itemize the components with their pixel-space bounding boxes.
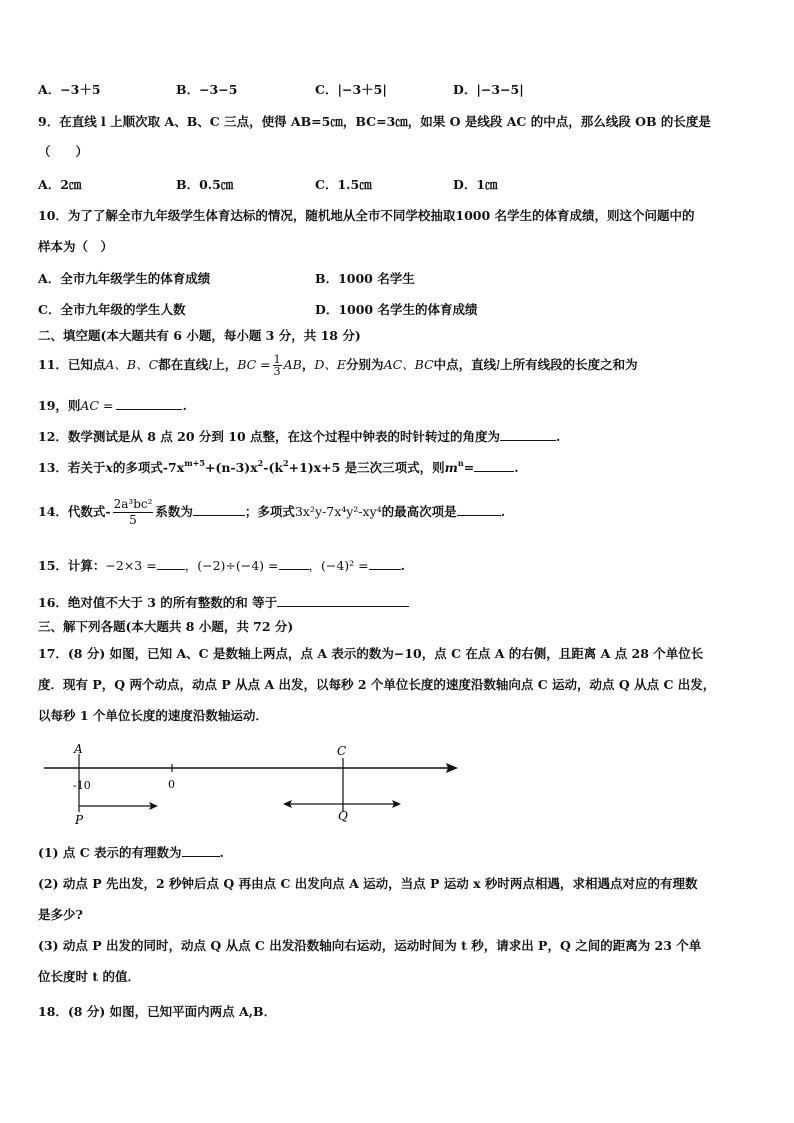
q13-text: 的多项式-7x [112,460,185,475]
q11-answer-blank[interactable] [116,397,182,410]
q14-text: 系数为 [155,504,193,519]
q13-exponent: 2 [283,458,289,468]
q11-fraction-numerator: 1 [273,353,281,366]
q14-text: 的最高次项是 [381,504,457,519]
q17-stem-line2: 度．现有 P，Q 两个动点，动点 P 从点 A 出发，以每秒 2 个单位长度的速度沿数轴向点 C 运动，动点 Q 从点 C 出发， [38,677,716,692]
q17-sub1-text: . [219,845,224,860]
tick-label-0: 0 [168,778,175,791]
q15-expression-3: ，(−4)² = [308,558,369,573]
label-p: P [75,813,84,827]
q17-sub1-answer-blank[interactable] [182,844,220,857]
q10-option-c: C．全市九年级的学生人数 [38,302,186,317]
q16-text: 16．绝对值不大于 3 的所有整数的和 等于 [38,595,278,610]
q15-text: 15．计算： [38,558,106,573]
q10-option-b: B．1000 名学生 [315,271,415,286]
q14-fraction-numerator: 2a³bc² [113,497,153,511]
q14-fraction-denominator: 5 [129,513,137,527]
q11-text: 分别为 [346,357,384,372]
q15-line [38,557,405,574]
q11-line-l: l [208,357,213,372]
q13-text: +1)x+5 是三次三项式，则 [288,460,445,475]
q14-polynomial: 3x²y-7x⁴y²-xy⁴ [294,504,382,519]
q10-option-d: D．1000 名学生的体育成绩 [315,302,478,317]
q12-line [38,428,560,445]
label-q: Q [338,809,348,823]
q11-text: 上， [212,357,238,372]
q11-ab: AB [283,357,302,372]
q13-exponent: 2 [257,458,264,468]
q8-option-d: D．|−3−5| [453,82,524,97]
q11-text: ， [301,357,315,372]
q11-text: 19，则 [38,398,81,413]
q12-answer-blank[interactable] [500,428,556,441]
q14-answer-blank-2[interactable] [457,503,501,516]
q14-answer-blank-1[interactable] [193,503,245,516]
q17-sub1-text: (1) 点 C 表示的有理数为 [38,845,182,860]
q10-stem-line1: 10．为了了解全市九年级学生体育达标的情况，随机地从全市不同学校抽取1000 名学生的体育成绩，则这个问题中的 [38,208,695,223]
q16-line [38,594,409,611]
q11-equation: BC = [237,357,271,372]
q9-option-c: C．1.5㎝ [315,177,372,192]
q15-answer-blank-1[interactable] [157,557,185,570]
q11-text: 都在直线 [158,357,209,372]
q17-sub2-line1: (2) 动点 P 先出发，2 秒钟后点 Q 再由点 C 出发向点 A 运动，当点 P 运动 x 秒时两点相遇，求相遇点对应的有理数 [38,876,698,891]
q17-stem-line3: 以每秒 1 个单位长度的速度沿数轴运动． [38,708,268,723]
q17-sub1 [38,844,224,861]
q17-sub2-line2: 是多少? [38,907,83,922]
q12-text: 12．数学测试是从 8 点 20 分到 10 点整，在这个过程中钟表的时针转过的角度为 [38,429,500,444]
q11-de: D、E [314,357,347,372]
q8-option-c: C．|−3＋5| [315,82,387,97]
q11-line2 [38,397,187,414]
q11-acbc: AC、BC [383,357,434,372]
q10-option-a: A．全市九年级学生的体育成绩 [38,271,211,286]
q16-answer-blank[interactable] [277,594,409,607]
number-line-figure [38,740,468,830]
q13-text: = [463,460,475,475]
section-3-heading: 三、解下列各题(本大题共 8 小题，共 72 分) [38,619,294,634]
q14-fraction [113,497,154,528]
q11-line1 [38,352,638,378]
section-2-heading: 二、填空题(本大题共有 6 小题，每小题 3 分，共 18 分) [38,328,361,343]
q13-answer-blank[interactable] [474,459,514,472]
q18-stem: 18．(8 分) 如图，已知平面内两点 A,B． [38,1004,277,1019]
q9-stem: 9．在直线 l 上顺次取 A、B、C 三点，使得 AB=5㎝，BC=3㎝，如果 O 是线段 AC 的中点，那么线段 OB 的长度是 [38,114,711,129]
q11-fraction [273,354,282,377]
q14-text: ；多项式 [244,504,295,519]
tick-label-neg10: -10 [73,779,91,792]
q15-text: . [400,558,405,573]
q14-text: . [500,504,506,519]
q11-fraction-denominator: 3 [273,365,281,378]
q13-line [38,459,519,476]
q13-exponent: n [457,458,464,468]
q15-answer-blank-2[interactable] [279,557,309,570]
label-a: A [74,742,83,756]
q13-text: +(n-3)x [204,460,258,475]
q8-option-a: A．−3＋5 [38,82,101,97]
q13-x: x [105,460,113,475]
q13-text: -(k [263,460,284,475]
q10-stem-line2: 样本为（ ） [38,239,114,254]
q13-text: . [514,460,519,475]
q11-ac: AC = [80,398,114,413]
q12-text: . [556,429,561,444]
q15-expression-2: ，(−2)÷(−4) = [184,558,279,573]
q13-text: 13．若关于 [38,460,106,475]
q14-line [38,494,505,530]
q11-line-l: l [496,357,501,372]
q9-answer-paren: （ ） [38,144,89,159]
q17-stem-line1: 17．(8 分) 如图，已知 A、C 是数轴上两点，点 A 表示的数为−10，点 C 在点 A 的右侧，且距离 A 点 28 个单位长 [38,646,704,661]
q11-text: . [182,398,187,413]
q9-option-b: B．0.5㎝ [176,177,234,192]
label-c: C [337,744,347,758]
q13-m: m [444,460,458,475]
q9-option-a: A．2㎝ [38,177,82,192]
q8-option-b: B．−3−5 [176,82,238,97]
q15-answer-blank-3[interactable] [369,557,401,570]
q9-option-d: D．1㎝ [453,177,498,192]
q11-text: 上所有线段的长度之和为 [500,357,638,372]
q17-sub3-line1: (3) 动点 P 出发的同时，动点 Q 从点 C 出发沿数轴向右运动，运动时间为 t 秒，请求出 P，Q 之间的距离为 23 个单 [38,938,702,953]
q17-sub3-line2: 位长度时 t 的值． [38,969,140,984]
q11-text: 中点，直线 [433,357,497,372]
q13-exponent: m+5 [184,458,205,468]
q14-text: 14．代数式- [38,504,111,519]
q11-text: 11．已知点 [38,357,106,372]
q11-points: A、B、C [105,357,159,372]
q15-expression-1: −2×3 = [105,558,157,573]
